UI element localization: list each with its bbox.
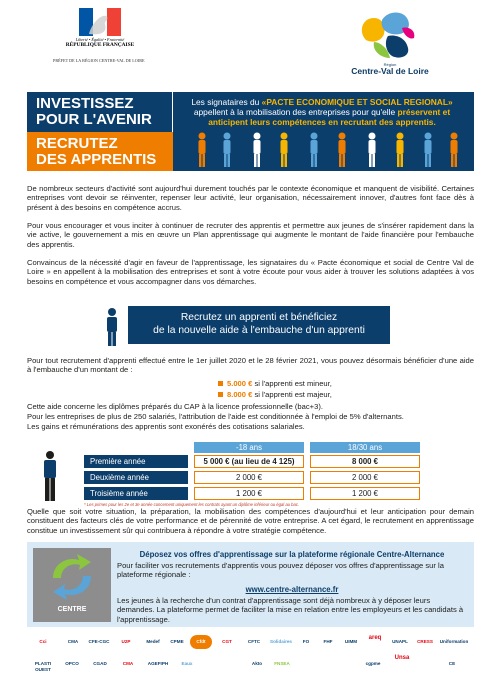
table-footnote: * Les primes pour les 2e et 3e année concernent uniquement les contrats ayant un diplôme inférieur ou égal au bac.	[84, 502, 300, 507]
partner-logo: Medef	[146, 639, 160, 644]
invest-line-1: INVESTISSEZ	[36, 95, 134, 112]
table-cell-minor: 1 200 €	[194, 487, 304, 500]
partner-logo: CFE-CGC	[88, 639, 110, 644]
banner-text-3: appellent à la mobilisation des entreprises pour qu'elle	[193, 107, 398, 117]
closing-paragraph: Quelle que soit votre situation, la préparation, la mobilisation des compétences d'aujourd'hui et leur anticipation pour demain constituent des facteurs clés de votre performance et de pérennité de votre entreprise. A cet égard, le recrutement en apprentissage constitue un investissement sûr qui contribuera à répondre à votre stratégie compétence.	[27, 507, 474, 535]
partner-logo: U2P	[121, 639, 131, 644]
aid-banner	[128, 306, 390, 344]
partner-logo: Unsa	[394, 655, 410, 661]
aid-bullet-major	[218, 390, 332, 399]
recycle-arrows-icon	[33, 548, 111, 606]
person-figure-icon	[100, 307, 124, 347]
table-row-label: Deuxième année	[84, 471, 188, 484]
centre-alternance-box	[27, 542, 474, 627]
partner-logo: areq	[368, 635, 382, 641]
bullet-square-icon	[218, 392, 223, 397]
table-cell-major: 1 200 €	[310, 487, 420, 500]
gov-motto: Liberté • Égalité • Fraternité	[75, 37, 125, 42]
partner-logo: Cci	[39, 639, 47, 644]
centre-logo-text: CENTRE	[57, 606, 87, 613]
partner-logo: CMA	[122, 661, 134, 666]
page-header	[0, 0, 500, 86]
man-figure-icon	[38, 450, 62, 502]
partner-logo: Cfdt	[190, 635, 212, 649]
table-header-major: 18/30 ans	[310, 442, 420, 453]
partner-logo: Akto	[251, 661, 263, 666]
partner-logo: CE	[448, 661, 456, 666]
table-row-label: Troisième année	[84, 487, 188, 500]
prefet-line: PRÉFET DE LA RÉGION CENTRE-VAL DE LOIRE	[53, 58, 145, 63]
banner-text-4: préservent et anticipent leurs compétences en recrutant des apprentis.	[208, 107, 451, 127]
partner-logo: FO	[302, 639, 310, 644]
partner-logo: CGT	[222, 639, 232, 644]
aid-diplomas-line: Cette aide concerne les diplômes préparés du CAP à la licence professionnelle (bac+3).	[27, 402, 323, 411]
partner-logo: cgpme	[365, 661, 381, 666]
aid-text-major: si l'apprenti est majeur,	[252, 390, 332, 399]
table-cell-major: 8 000 €	[310, 455, 420, 468]
aid-bullet-minor	[218, 379, 332, 388]
intro-paragraph-1: De nombreux secteurs d'activité sont aujourd'hui durement touchés par le contexte économique et manquent de visibilité. Certaines entreprises vont devoir se réinventer, repenser leur activité, leur organisation, nécessairement innover, d'autres font face dès à présent à des besoins en compétence accrus.	[27, 184, 474, 212]
gov-name: RÉPUBLIQUE FRANÇAISE	[65, 42, 135, 48]
tips-title: Déposez vos offres d'apprentissage sur la plateforme régionale Centre-Alternance	[139, 550, 445, 559]
partner-logo: Uniformation	[439, 639, 469, 644]
table-header-minor: -18 ans	[194, 442, 304, 453]
partner-logo: AGEFIPH	[147, 661, 169, 666]
aid-exoneration-line: Les gains et rémunérations des apprentis sont exonérés des cotisations salariales.	[27, 422, 305, 431]
partner-logo: Solidaires	[270, 639, 292, 644]
partner-logo: CPME	[170, 639, 184, 644]
centre-alternance-link[interactable]: www.centre-alternance.fr	[245, 585, 339, 594]
aid-amount-major: 8.000 €	[227, 390, 253, 399]
partner-logos	[30, 635, 470, 683]
table-row-label: Première année	[84, 455, 188, 468]
aid-text-minor: si l'apprenti est mineur,	[252, 379, 332, 388]
partner-logo: CRESS	[417, 639, 433, 644]
recruit-line-1: RECRUTEZ	[36, 135, 118, 152]
invest-block	[27, 92, 173, 132]
marianne-logo-icon	[79, 8, 121, 36]
partner-logo: CFTC	[247, 639, 261, 644]
hero-banner	[27, 92, 474, 171]
bullet-square-icon	[218, 381, 223, 386]
banner-pact-name: «PACTE ECONOMIQUE ET SOCIAL REGIONAL»	[261, 97, 453, 107]
table-cell-major: 2 000 €	[310, 471, 420, 484]
intro-paragraph-3: Convaincus de la nécessité d'agir en faveur de l'apprentissage, les signataires du « Pacte économique et social de Centre Val de Loire » en appellent à la mobilisation des entreprises et sont à votre écoute pour vous aider à trouver les solutions adaptées à vos besoins en compétence et vous accompagner dans vos démarches.	[27, 258, 474, 286]
aid-banner-line-2: de la nouvelle aide à l'embauche d'un apprenti	[153, 325, 365, 336]
aid-banner-line-1: Recrutez un apprenti et bénéficiez	[180, 312, 338, 323]
intro-paragraph-2: Pour vous encourager et vous inciter à continuer de recruter des apprentis et permettre aux jeunes de s'insérer rapidement dans la vie active, le gouvernement a mis en œuvre un Plan apprentissage qui augmente le montant de l'aide financière pour l'embauche des apprentis.	[27, 221, 474, 249]
recruit-line-2: DES APPRENTIS	[36, 151, 157, 168]
partner-logo: CMA	[67, 639, 79, 644]
tips-text-1: Pour faciliter vos recrutements d'apprentis vous pouvez déposer vos offres d'apprentissage sur la plateforme régionale :	[117, 561, 444, 580]
partner-logo: PLASTI OUEST	[34, 661, 52, 672]
banner-message	[177, 97, 467, 127]
aid-250-line: Pour les entreprises de plus de 250 salariés, l'attribution de l'aide est conditionnée à l'emploi de 5% d'alternants.	[27, 412, 404, 421]
region-logo-icon	[352, 6, 428, 62]
partner-logo: FNSEA	[274, 661, 290, 666]
partner-logo: UIMM	[344, 639, 358, 644]
partner-logo: Eaux	[181, 661, 193, 666]
invest-line-2: POUR L'AVENIR	[36, 111, 152, 128]
tips-text-2: Les jeunes à la recherche d'un contrat d'apprentissage sont déjà nombreux à y déposer leurs demandes. La plateforme permet de faciliter la mise en relation entre les employeurs et les candidats à l'apprentissage.	[117, 596, 464, 624]
region-small-label: Région	[383, 62, 397, 67]
partner-logo: FHF	[323, 639, 333, 644]
aid-amount-minor: 5.000 €	[227, 379, 253, 388]
partner-logo: UNAPL	[392, 639, 408, 644]
table-cell-minor: 2 000 €	[194, 471, 304, 484]
recruit-block	[27, 132, 173, 171]
centre-alternance-logo	[33, 548, 111, 622]
partner-logo: OPCO	[65, 661, 79, 666]
partner-logo: CGAD	[93, 661, 107, 666]
table-cell-minor: 5 000 € (au lieu de 4 125)	[194, 455, 304, 468]
region-name: Centre-Val de Loire	[351, 66, 429, 76]
banner-text-1: Les signataires du	[191, 97, 262, 107]
people-illustration-icon	[182, 130, 469, 168]
aid-intro: Pour tout recrutement d'apprenti effectué entre le 1er juillet 2020 et le 28 février 2021, vous pouvez désormais bénéficier d'une aide à l'embauche d'un montant de :	[27, 356, 474, 375]
